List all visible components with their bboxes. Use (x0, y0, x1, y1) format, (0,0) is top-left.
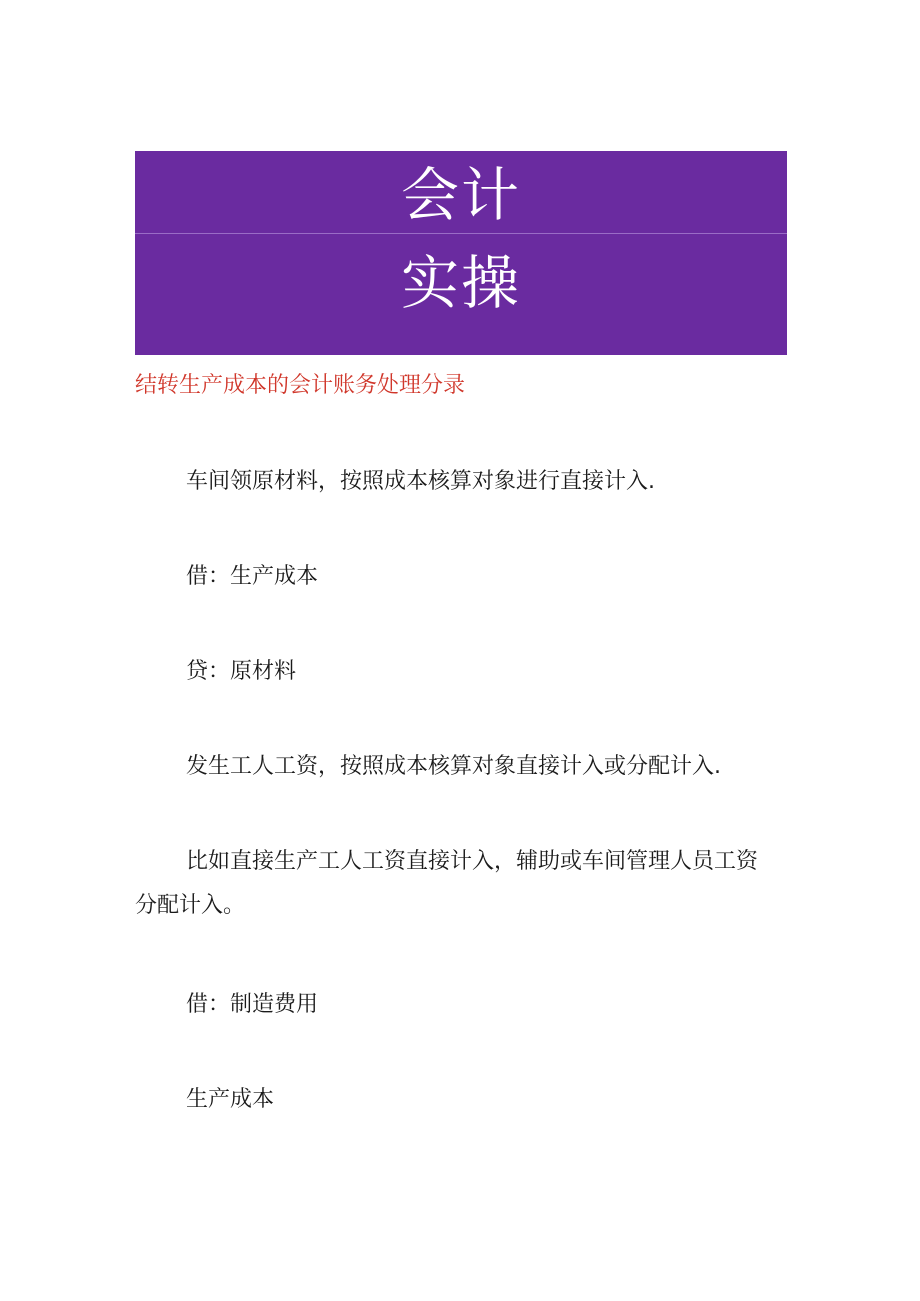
paragraph-3: 贷：原材料 (186, 659, 297, 684)
banner-divider (135, 233, 787, 234)
banner-title-line-2: 实操 (400, 249, 521, 317)
paragraph-1: 车间领原材料，按照成本核算对象进行直接计入. (186, 469, 655, 494)
paragraph-6: 借：制造费用 (186, 992, 319, 1017)
section-heading: 结转生产成本的会计账务处理分录 (135, 373, 466, 398)
paragraph-5: 比如直接生产工人工资直接计入，辅助或车间管理人员工资分配计入。 (135, 849, 759, 918)
paragraph-7: 生产成本 (186, 1087, 275, 1112)
paragraph-4: 发生工人工资，按照成本核算对象直接计入或分配计入. (186, 754, 721, 779)
banner-title-line-1: 会计 (400, 161, 521, 229)
paragraph-2: 借：生产成本 (186, 564, 319, 589)
title-banner (135, 151, 787, 355)
